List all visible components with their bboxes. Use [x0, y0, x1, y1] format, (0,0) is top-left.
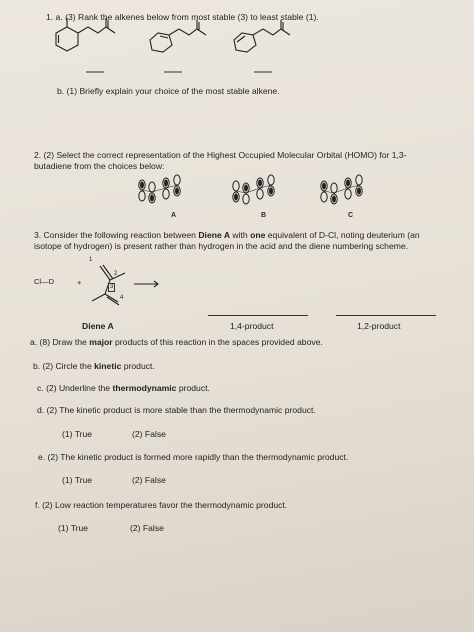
q3-d-text: d. (2) The kinetic product is more stable than the thermodynamic product.	[37, 405, 316, 415]
q3-e-text: e. (2) The kinetic product is formed more rapidly than the thermodynamic product.	[38, 452, 349, 462]
q3-f-text: f. (2) Low reaction temperatures favor the thermodynamic product.	[35, 500, 288, 510]
q1-a-text: 1. a. (3) Rank the alkenes below from most stable (3) to least stable (1).	[46, 12, 319, 22]
choice-a-label: A	[171, 212, 177, 219]
q3-b-text: b. (2) Circle the kinetic product.	[33, 361, 155, 371]
blank-12-product[interactable]	[336, 315, 436, 316]
carbon-number-4: 4	[120, 295, 124, 301]
q1-b-text: b. (1) Briefly explain your choice of the most stable alkene.	[57, 86, 280, 96]
q3-d-true[interactable]: (1) True	[62, 429, 93, 439]
plus-sign: +	[77, 278, 82, 287]
q3-a-text: a. (8) Draw the major products of this reaction in the spaces provided above.	[30, 337, 323, 347]
q3-d-false[interactable]: (2) False	[132, 429, 166, 439]
choice-b-label: B	[261, 212, 267, 219]
choice-a-orbitals	[139, 175, 180, 203]
dcl-reagent: Cl—D	[34, 277, 54, 286]
blank-14-product[interactable]	[208, 315, 308, 316]
q2-text-line1: 2. (2) Select the correct representation of the Highest Occupied Molecular Orbital (HOMO) for 1,3-	[34, 150, 407, 160]
q3-f-false[interactable]: (2) False	[130, 523, 164, 533]
homo-orbital-choices	[0, 170, 474, 220]
alkene-structures	[0, 0, 474, 80]
diene-a-structure	[0, 254, 474, 314]
choice-c-label: C	[348, 212, 354, 219]
q3-e-true[interactable]: (1) True	[62, 475, 93, 485]
carbon-number-2: 2	[114, 271, 118, 277]
choice-b-orbitals	[233, 175, 274, 204]
q3-text-line2: isotope of hydrogen) is present rather than hydrogen in the acid and the diene numbering scheme.	[34, 241, 409, 251]
carbon-number-3: 3	[110, 284, 114, 290]
q3-c-text: c. (2) Underline the thermodynamic product.	[37, 383, 210, 393]
product-14-label: 1,4-product	[230, 321, 274, 331]
q3-e-false[interactable]: (2) False	[132, 475, 166, 485]
q3-text-line1: 3. Consider the following reaction between Diene A with one equivalent of D-Cl, noting deuterium (an	[34, 230, 420, 240]
carbon-number-1: 1	[89, 257, 93, 263]
q2-text-line2: butadiene from the choices below:	[34, 161, 165, 171]
diene-a-label: Diene A	[82, 321, 114, 331]
q3-f-true[interactable]: (1) True	[58, 523, 89, 533]
choice-c-orbitals	[321, 175, 362, 204]
product-12-label: 1,2-product	[357, 321, 401, 331]
